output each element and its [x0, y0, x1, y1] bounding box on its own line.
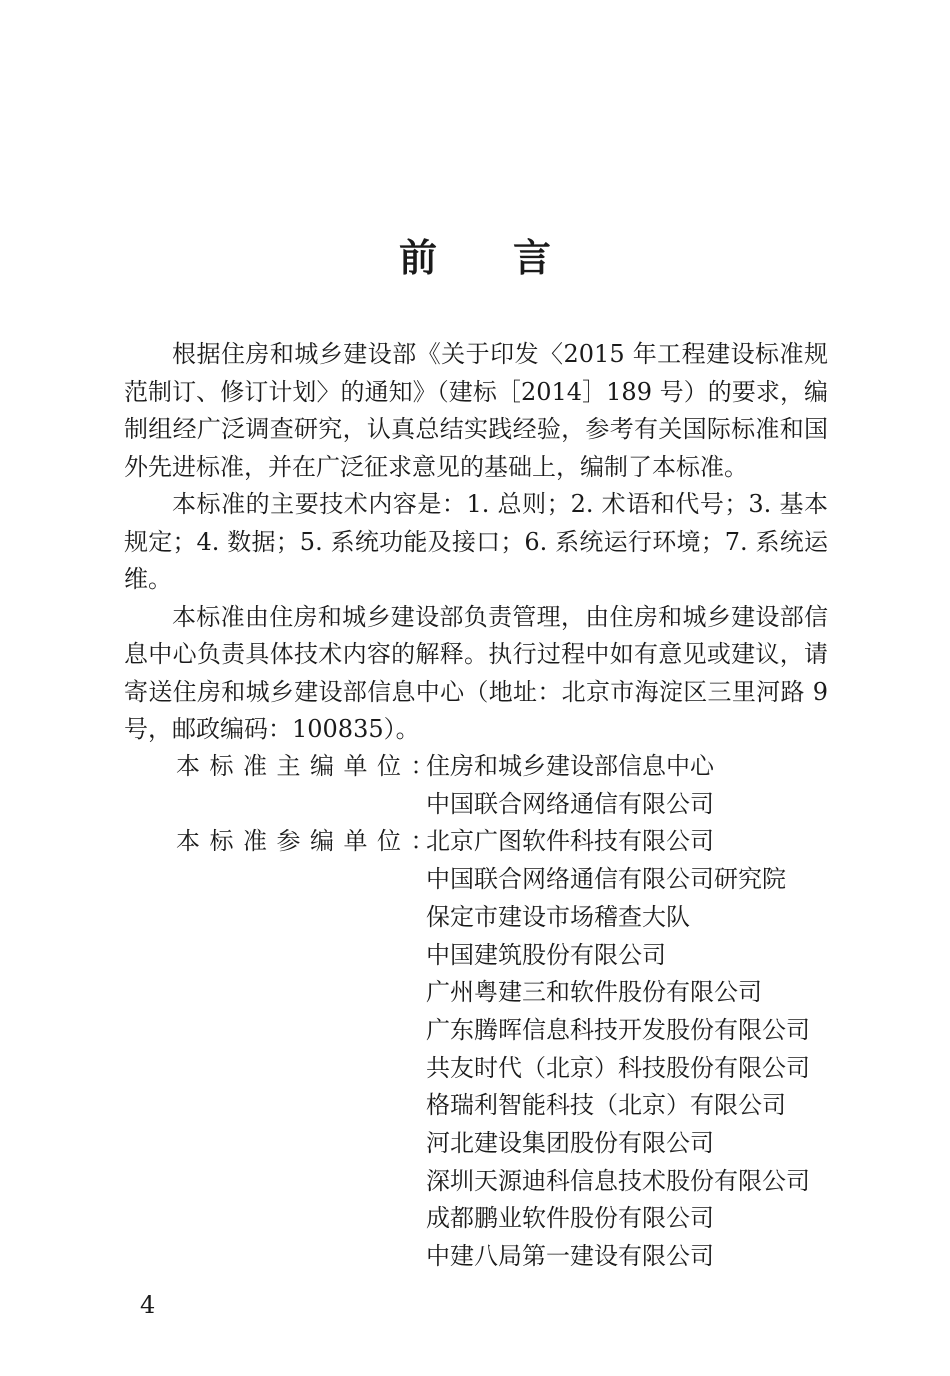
- unit-label-spacer: [124, 1012, 426, 1050]
- participating-unit: 广州粤建三和软件股份有限公司: [426, 978, 762, 1007]
- chief-unit: 中国联合网络通信有限公司: [426, 789, 714, 818]
- unit-label-spacer: [124, 861, 426, 899]
- participating-unit: 河北建设集团股份有限公司: [426, 1129, 714, 1158]
- paragraph-management: 本标准由住房和城乡建设部负责管理，由住房和城乡建设部信息中心负责具体技术内容的解释。执行过程中如有意见或建议，请寄送住房和城乡建设部信息中心（地址：北京市海淀区三里河路 9 号，邮政编码：100835）。: [124, 602, 828, 743]
- participating-unit-row: [124, 1238, 828, 1276]
- unit-label-spacer: [124, 974, 426, 1012]
- chief-unit: 住房和城乡建设部信息中心: [426, 752, 714, 780]
- unit-label-spacer: [124, 786, 426, 824]
- chief-unit-row: [124, 786, 828, 824]
- unit-label-spacer: [124, 1163, 426, 1201]
- participating-unit: 格瑞利智能科技（北京）有限公司: [426, 1091, 786, 1120]
- preface-body: [124, 336, 828, 749]
- page-number: 4: [140, 1291, 156, 1319]
- unit-label-spacer: [124, 1238, 426, 1276]
- participating-unit-row: [124, 823, 828, 861]
- participating-unit-row: [124, 1050, 828, 1088]
- paragraph-contents: 本标准的主要技术内容是：1. 总则；2. 术语和代号；3. 基本规定；4. 数据；5. 系统功能及接口；6. 系统运行环境；7. 系统运维。: [124, 490, 828, 593]
- participating-units-label: 本标准参编单位：: [176, 827, 444, 856]
- participating-unit-row: [124, 937, 828, 975]
- participating-unit: 共友时代（北京）科技股份有限公司: [426, 1053, 810, 1082]
- participating-unit-row: [124, 1163, 828, 1201]
- chief-units-label: 本标准主编单位：: [176, 752, 444, 780]
- participating-unit-row: [124, 974, 828, 1012]
- participating-unit: 北京广图软件科技有限公司: [426, 827, 714, 856]
- unit-label-spacer: [124, 899, 426, 937]
- compiling-units: [124, 748, 828, 1276]
- participating-unit-row: [124, 899, 828, 937]
- unit-label-spacer: [124, 1087, 426, 1125]
- participating-unit: 保定市建设市场稽查大队: [426, 902, 690, 931]
- paragraph-basis: 根据住房和城乡建设部《关于印发〈2015 年工程建设标准规范制订、修订计划〉的通知》（建标［2014］189 号）的要求，编制组经广泛调查研究，认真总结实践经验，参考有关国际标准和国外先进标准，并在广泛征求意见的基础上，编制了本标准。: [124, 340, 828, 481]
- title-char-2: 言: [513, 235, 552, 280]
- participating-unit-row: [124, 1125, 828, 1163]
- participating-unit: 中国建筑股份有限公司: [426, 940, 666, 969]
- unit-label-spacer: [124, 1125, 426, 1163]
- participating-unit: 成都鹏业软件股份有限公司: [426, 1204, 714, 1233]
- page-title: [0, 232, 950, 284]
- participating-unit-row: [124, 1087, 828, 1125]
- participating-unit-row: [124, 1012, 828, 1050]
- title-char-1: 前: [398, 235, 437, 280]
- unit-label-spacer: [124, 937, 426, 975]
- unit-label-spacer: [124, 1200, 426, 1238]
- participating-unit: 中建八局第一建设有限公司: [426, 1242, 714, 1271]
- unit-label-spacer: [124, 1050, 426, 1088]
- participating-unit-row: [124, 861, 828, 899]
- participating-unit: 中国联合网络通信有限公司研究院: [426, 865, 786, 894]
- chief-unit-row: [124, 748, 828, 786]
- participating-unit-row: [124, 1200, 828, 1238]
- participating-unit: 深圳天源迪科信息技术股份有限公司: [426, 1166, 810, 1195]
- participating-unit: 广东腾晖信息科技开发股份有限公司: [426, 1015, 810, 1044]
